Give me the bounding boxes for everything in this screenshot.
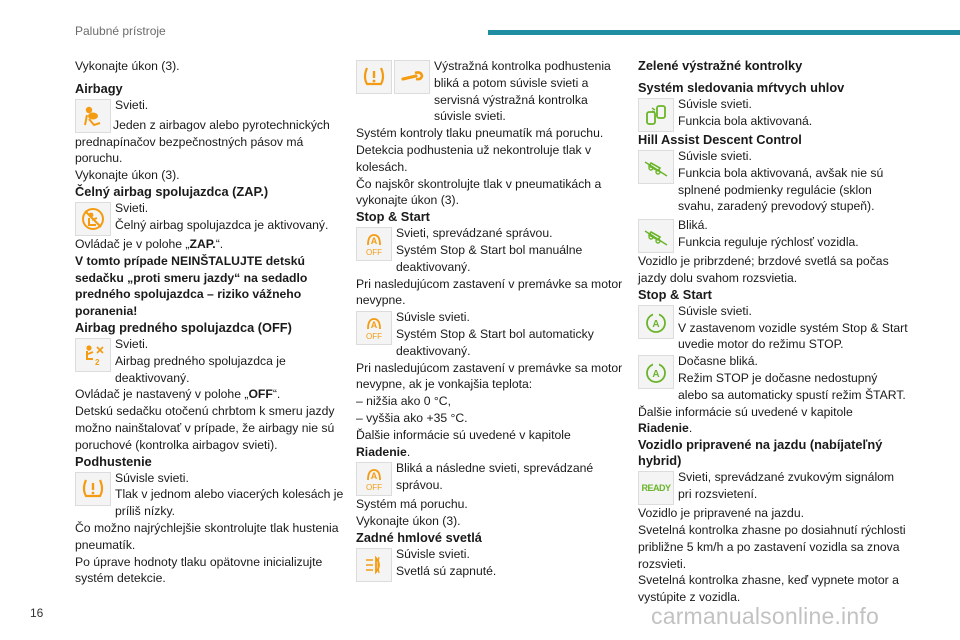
- status-text: Svieti, sprevádzané správou.: [396, 226, 553, 241]
- section-heading: Hill Assist Descent Control: [638, 132, 802, 147]
- body-text: Čo možno najrýchlejšie skontrolujte tlak hustenia pneumatík.: [75, 520, 339, 552]
- tyre-pressure-icon: [75, 472, 111, 506]
- body-text: Vykonajte úkon (3).: [75, 168, 180, 183]
- section-heading: Vozidlo pripravené na jazdu (nabíjateľný hybrid): [638, 437, 883, 469]
- blind-spot-icon: [638, 98, 674, 132]
- section-heading: Čelný airbag spolujazdca (ZAP.): [75, 183, 269, 199]
- status-text: Svieti.: [115, 336, 149, 351]
- body-text: Tlak v jednom alebo viacerých kolesách je príliš nízky.: [115, 487, 344, 519]
- section-heading: Airbag predného spolujazdca (OFF): [75, 319, 292, 335]
- body-text: Vykonajte úkon (3).: [356, 514, 461, 529]
- hill-descent-icon: [638, 150, 674, 184]
- status-text: Súvisle svieti.: [678, 149, 752, 163]
- section-heading: Stop & Start: [638, 286, 712, 302]
- column-title: Zelené výstražné kontrolky: [638, 58, 803, 73]
- svg-text:A: A: [652, 318, 660, 330]
- section-heading: Stop & Start: [356, 209, 430, 225]
- body-text: Pri nasledujúcom zastavení v premávke sa motor nevypne.: [356, 276, 623, 308]
- body-text: Systém Stop & Start bol automaticky deaktivovaný.: [396, 326, 594, 358]
- body-text: Jeden z airbagov alebo pyrotechnických prednapínačov bezpečnostných pásov má poruchu.: [75, 117, 330, 166]
- body-text: Funkcia bola aktivovaná.: [678, 113, 813, 128]
- body-text: Čelný airbag spolujazdca je aktivovaný.: [115, 217, 329, 232]
- svg-text:OFF: OFF: [366, 248, 382, 258]
- hill-descent-icon: [638, 219, 674, 253]
- warning-row: [638, 148, 908, 215]
- passenger-airbag-off-icon: [75, 338, 111, 372]
- svg-text:A: A: [370, 320, 378, 331]
- warning-row: [356, 546, 626, 582]
- svg-text:A: A: [370, 471, 378, 482]
- section-heading: Zadné hmlové svetlá: [356, 529, 482, 545]
- stop-start-green-icon: [638, 355, 674, 389]
- body-text: Ovládač je v polohe „ZAP.“.: [75, 236, 224, 251]
- body-text: Pri nasledujúcom zastavení v premávke sa motor nevypne, ak je vonkajšia teplota:: [356, 360, 623, 392]
- column-1: [75, 58, 345, 587]
- svg-text:OFF: OFF: [366, 332, 382, 342]
- body-text: V zastavenom vozidle systém Stop & Start uvedie motor do režimu STOP.: [678, 320, 908, 352]
- body-text: Vozidlo je pribrzdené; brzdové svetlá sa počas jazdy dolu svahom rozsvietia.: [638, 254, 889, 285]
- watermark: carmanualsonline.info: [651, 603, 879, 629]
- status-text: Bliká a následne svieti, sprevádzané správou.: [396, 461, 594, 493]
- svg-text:A: A: [370, 236, 378, 247]
- body-text: Funkcia bola aktivovaná, avšak nie sú splnené podmienky regulácie (sklon svahu, zaradený prevodový stupeň).: [678, 165, 884, 214]
- body-text: Systém kontroly tlaku pneumatík má poruchu.: [356, 126, 604, 141]
- chapter-reference: Riadenie.: [356, 444, 411, 459]
- body-text: Ďalšie informácie sú uvedené v kapitole: [356, 427, 571, 442]
- section-heading: Systém sledovania mŕtvych uhlov: [638, 80, 845, 95]
- passenger-airbag-on-icon: [75, 202, 111, 236]
- wrench-icon: [394, 60, 430, 94]
- warning-text: V tomto prípade NEINŠTALUJTE detskú sedačku „proti smeru jazdy“ na sedadlo predného spolujazdca – riziko vážneho poranenia!: [75, 253, 308, 319]
- ready-icon: [638, 471, 674, 505]
- status-text: Súvisle svieti.: [396, 310, 470, 325]
- status-text: Svieti.: [115, 97, 149, 112]
- ready-icon-text: READY: [641, 482, 671, 493]
- warning-row: [356, 58, 626, 125]
- warning-row: [638, 96, 908, 132]
- svg-text:2: 2: [95, 357, 100, 367]
- body-text: Výstražná kontrolka podhustenia bliká a potom súvisle svieti a servisná výstražná kontrolka súvisle svieti.: [434, 59, 611, 124]
- chapter-reference: Riadenie.: [638, 421, 693, 436]
- status-text: Súvisle svieti.: [678, 97, 752, 111]
- status-text: Svieti.: [115, 200, 149, 215]
- stop-start-green-icon: [638, 305, 674, 339]
- intro-text: Vykonajte úkon (3).: [75, 59, 180, 73]
- status-text: Súvisle svieti.: [115, 470, 189, 485]
- body-text: Airbag predného spolujazdca je deaktivovaný.: [115, 353, 286, 385]
- body-text: Po úprave hodnoty tlaku opätovne inicializujte systém detekcie.: [75, 554, 323, 586]
- body-text: Systém Stop & Start bol manuálne deaktivovaný.: [396, 242, 583, 274]
- header-accent-bar: [488, 30, 960, 35]
- column-2: [356, 58, 626, 582]
- rear-fog-light-icon: [356, 548, 392, 582]
- body-text: Detskú sedačku otočenú chrbtom k smeru jazdy možno nainštalovať v prípade, že airbagy nie sú poruchové (kontrolka airbagov svieti).: [75, 404, 335, 452]
- list-item: – vyššia ako +35 °C.: [356, 410, 468, 425]
- status-text: Bliká.: [678, 218, 708, 233]
- column-3: [638, 58, 908, 606]
- warning-row: [638, 469, 908, 505]
- body-text: Svetelná kontrolka zhasne, keď vypnete motor a vystúpite z vozidla.: [638, 573, 899, 605]
- page-number: 16: [30, 606, 44, 620]
- warning-row: [75, 336, 345, 386]
- stop-start-off-icon: [356, 311, 392, 345]
- status-text: Svieti, sprevádzané zvukovým signálom pri rozsvietení.: [678, 470, 895, 501]
- tyre-pressure-icon: [356, 60, 392, 94]
- section-heading: Airbagy: [75, 80, 123, 96]
- warning-row: [638, 353, 908, 403]
- body-text: Svetlá sú zapnuté.: [396, 563, 497, 578]
- status-text: Súvisle svieti.: [678, 303, 752, 318]
- body-text: Systém má poruchu.: [356, 497, 468, 512]
- body-text: Svetelná kontrolka zhasne po dosiahnutí rýchlosti približne 5 km/h a po zastavení vozidla sa znova rozsvieti.: [638, 522, 906, 571]
- svg-text:A: A: [652, 369, 660, 381]
- warning-row: [356, 309, 626, 359]
- warning-row: [638, 303, 908, 353]
- warning-row: [356, 460, 626, 496]
- airbag-warning-icon: [75, 99, 111, 133]
- stop-start-off-icon: [356, 227, 392, 261]
- body-text: Vozidlo je pripravené na jazdu.: [638, 506, 804, 521]
- warning-row: [75, 200, 345, 236]
- list-item: – nižšia ako 0 °C,: [356, 394, 451, 409]
- status-text: Dočasne bliká.: [678, 354, 758, 369]
- body-text: Režim STOP je dočasne nedostupný alebo sa automaticky spustí režim ŠTART.: [678, 370, 906, 402]
- body-text: Funkcia reguluje rýchlosť vozidla.: [678, 234, 859, 249]
- warning-row: [638, 217, 908, 253]
- body-text: Ďalšie informácie sú uvedené v kapitole: [638, 404, 853, 419]
- section-heading: Podhustenie: [75, 453, 152, 469]
- body-text: Čo najskôr skontrolujte tlak v pneumatikách a vykonajte úkon (3).: [356, 176, 602, 208]
- body-text: Ovládač je nastavený v polohe „OFF“.: [75, 387, 281, 402]
- stop-start-off-icon: [356, 462, 392, 496]
- warning-row: [75, 470, 345, 520]
- svg-text:OFF: OFF: [366, 483, 382, 493]
- body-text: Detekcia podhustenia už nekontroluje tlak v kolesách.: [356, 142, 592, 174]
- header-title: Palubné prístroje: [75, 24, 166, 38]
- status-text: Súvisle svieti.: [396, 546, 470, 561]
- warning-row: [356, 225, 626, 275]
